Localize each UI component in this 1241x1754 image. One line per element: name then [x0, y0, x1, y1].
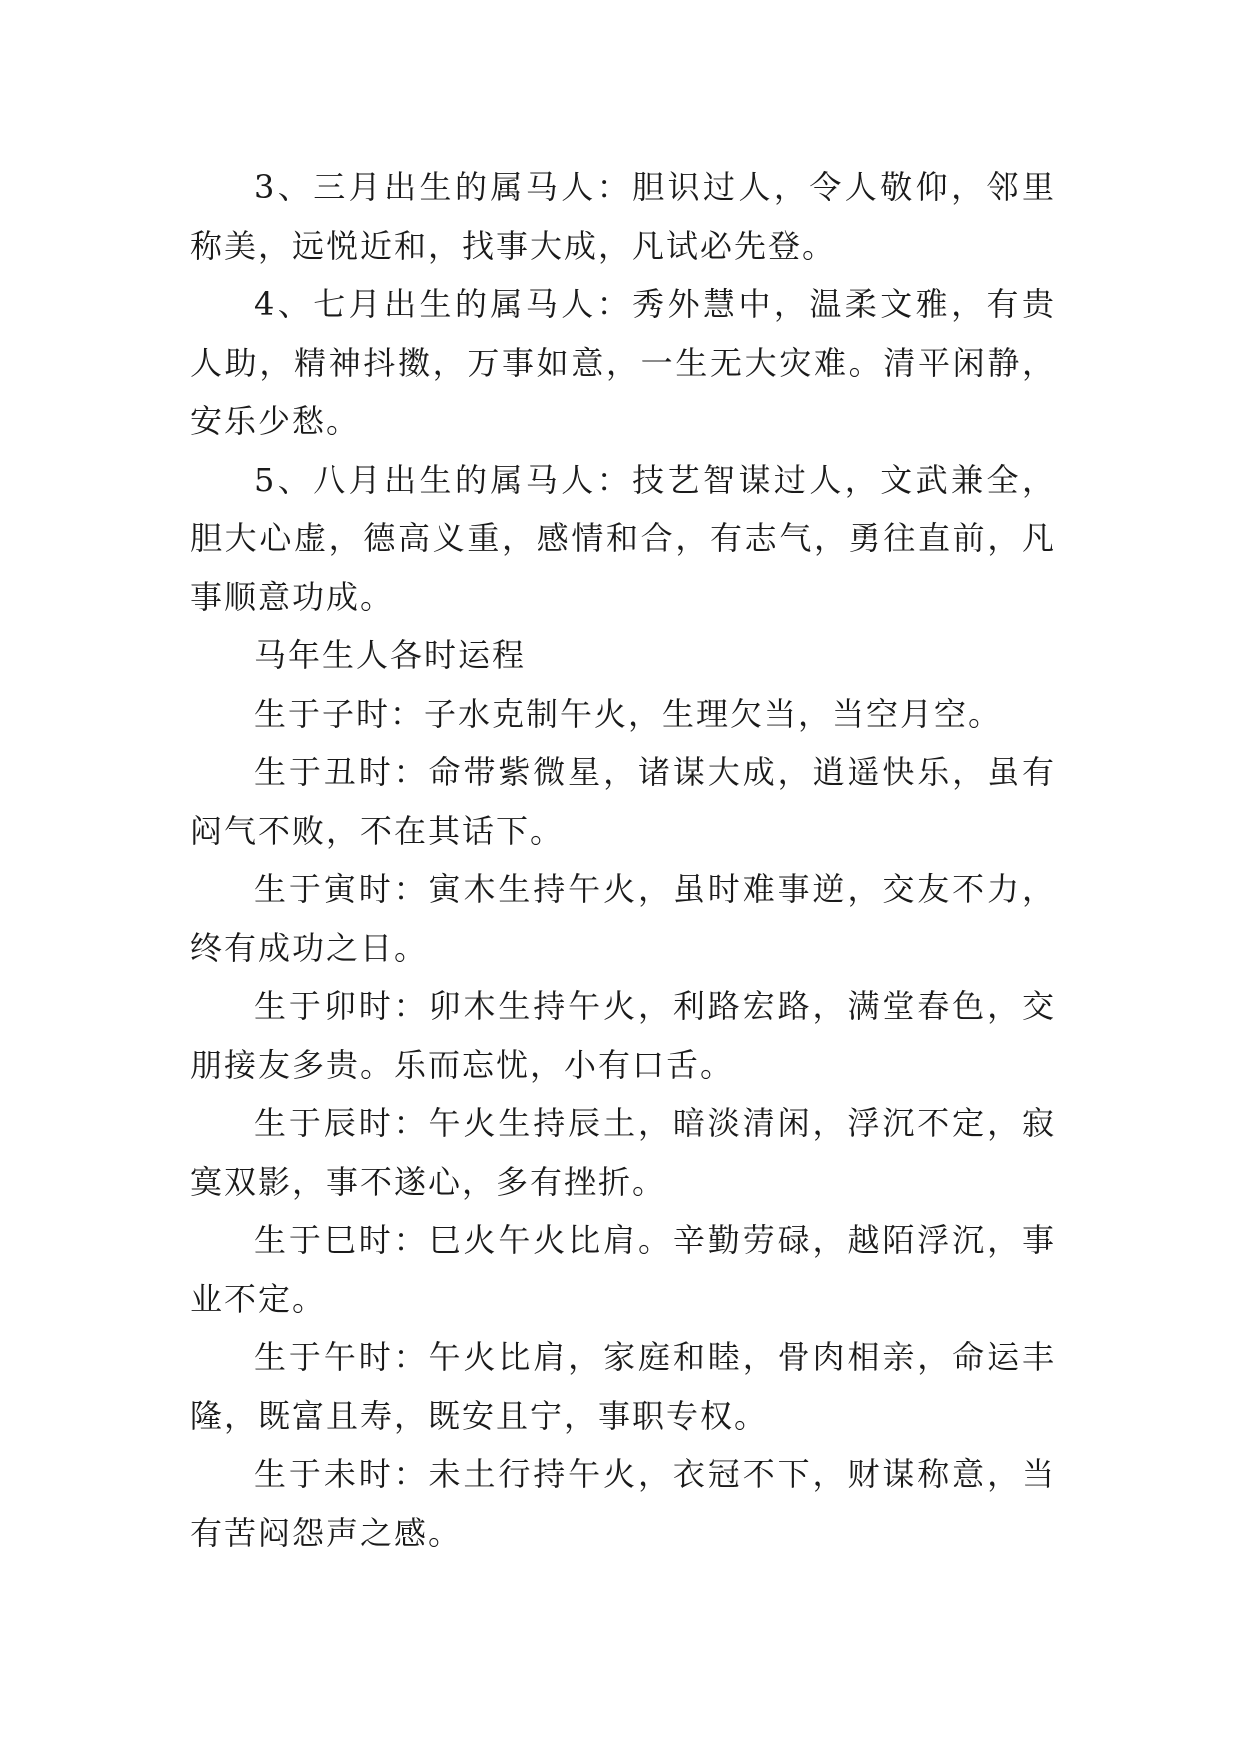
paragraph-july-horse: 4、七月出生的属马人：秀外慧中，温柔文雅，有贵人助，精神抖擞，万事如意，一生无大灾难。清平闲静，安乐少愁。: [190, 285, 1056, 440]
paragraph-wu-hour: 生于午时：午火比肩，家庭和睦，骨肉相亲，命运丰隆，既富且寿，既安且宁，事职专权。: [190, 1338, 1056, 1435]
paragraph-yin-hour: 生于寅时：寅木生持午火，虽时难事逆，交友不力，终有成功之日。: [190, 870, 1056, 967]
paragraph-chou-hour: 生于丑时：命带紫微星，诸谋大成，逍遥快乐，虽有闷气不败，不在其话下。: [190, 753, 1056, 850]
paragraph-chen-hour: 生于辰时：午火生持辰土，暗淡清闲，浮沉不定，寂寞双影，事不遂心，多有挫折。: [190, 1104, 1056, 1201]
paragraph-mao-hour: 生于卯时：卯木生持午火，利路宏路，满堂春色，交朋接友多贵。乐而忘忧，小有口舌。: [190, 987, 1056, 1084]
paragraph-wei-hour: 生于未时：未土行持午火，衣冠不下，财谋称意，当有苦闷怨声之感。: [190, 1455, 1056, 1552]
paragraph-august-horse: 5、八月出生的属马人：技艺智谋过人，文武兼全，胆大心虚，德高义重，感情和合，有志气，勇往直前，凡事顺意功成。: [190, 460, 1056, 616]
document-body: [190, 158, 1056, 1562]
paragraph-si-hour: 生于巳时：巳火午火比肩。辛勤劳碌，越陌浮沉，事业不定。: [190, 1221, 1056, 1318]
paragraph-march-horse: 3、三月出生的属马人：胆识过人，令人敬仰，邻里称美，远悦近和，找事大成，凡试必先登。: [190, 168, 1056, 265]
paragraph-zi-hour: 生于子时：子水克制午火，生理欠当，当空月空。: [254, 694, 1003, 733]
section-heading-hourly-fortune: 马年生人各时运程: [254, 636, 527, 674]
